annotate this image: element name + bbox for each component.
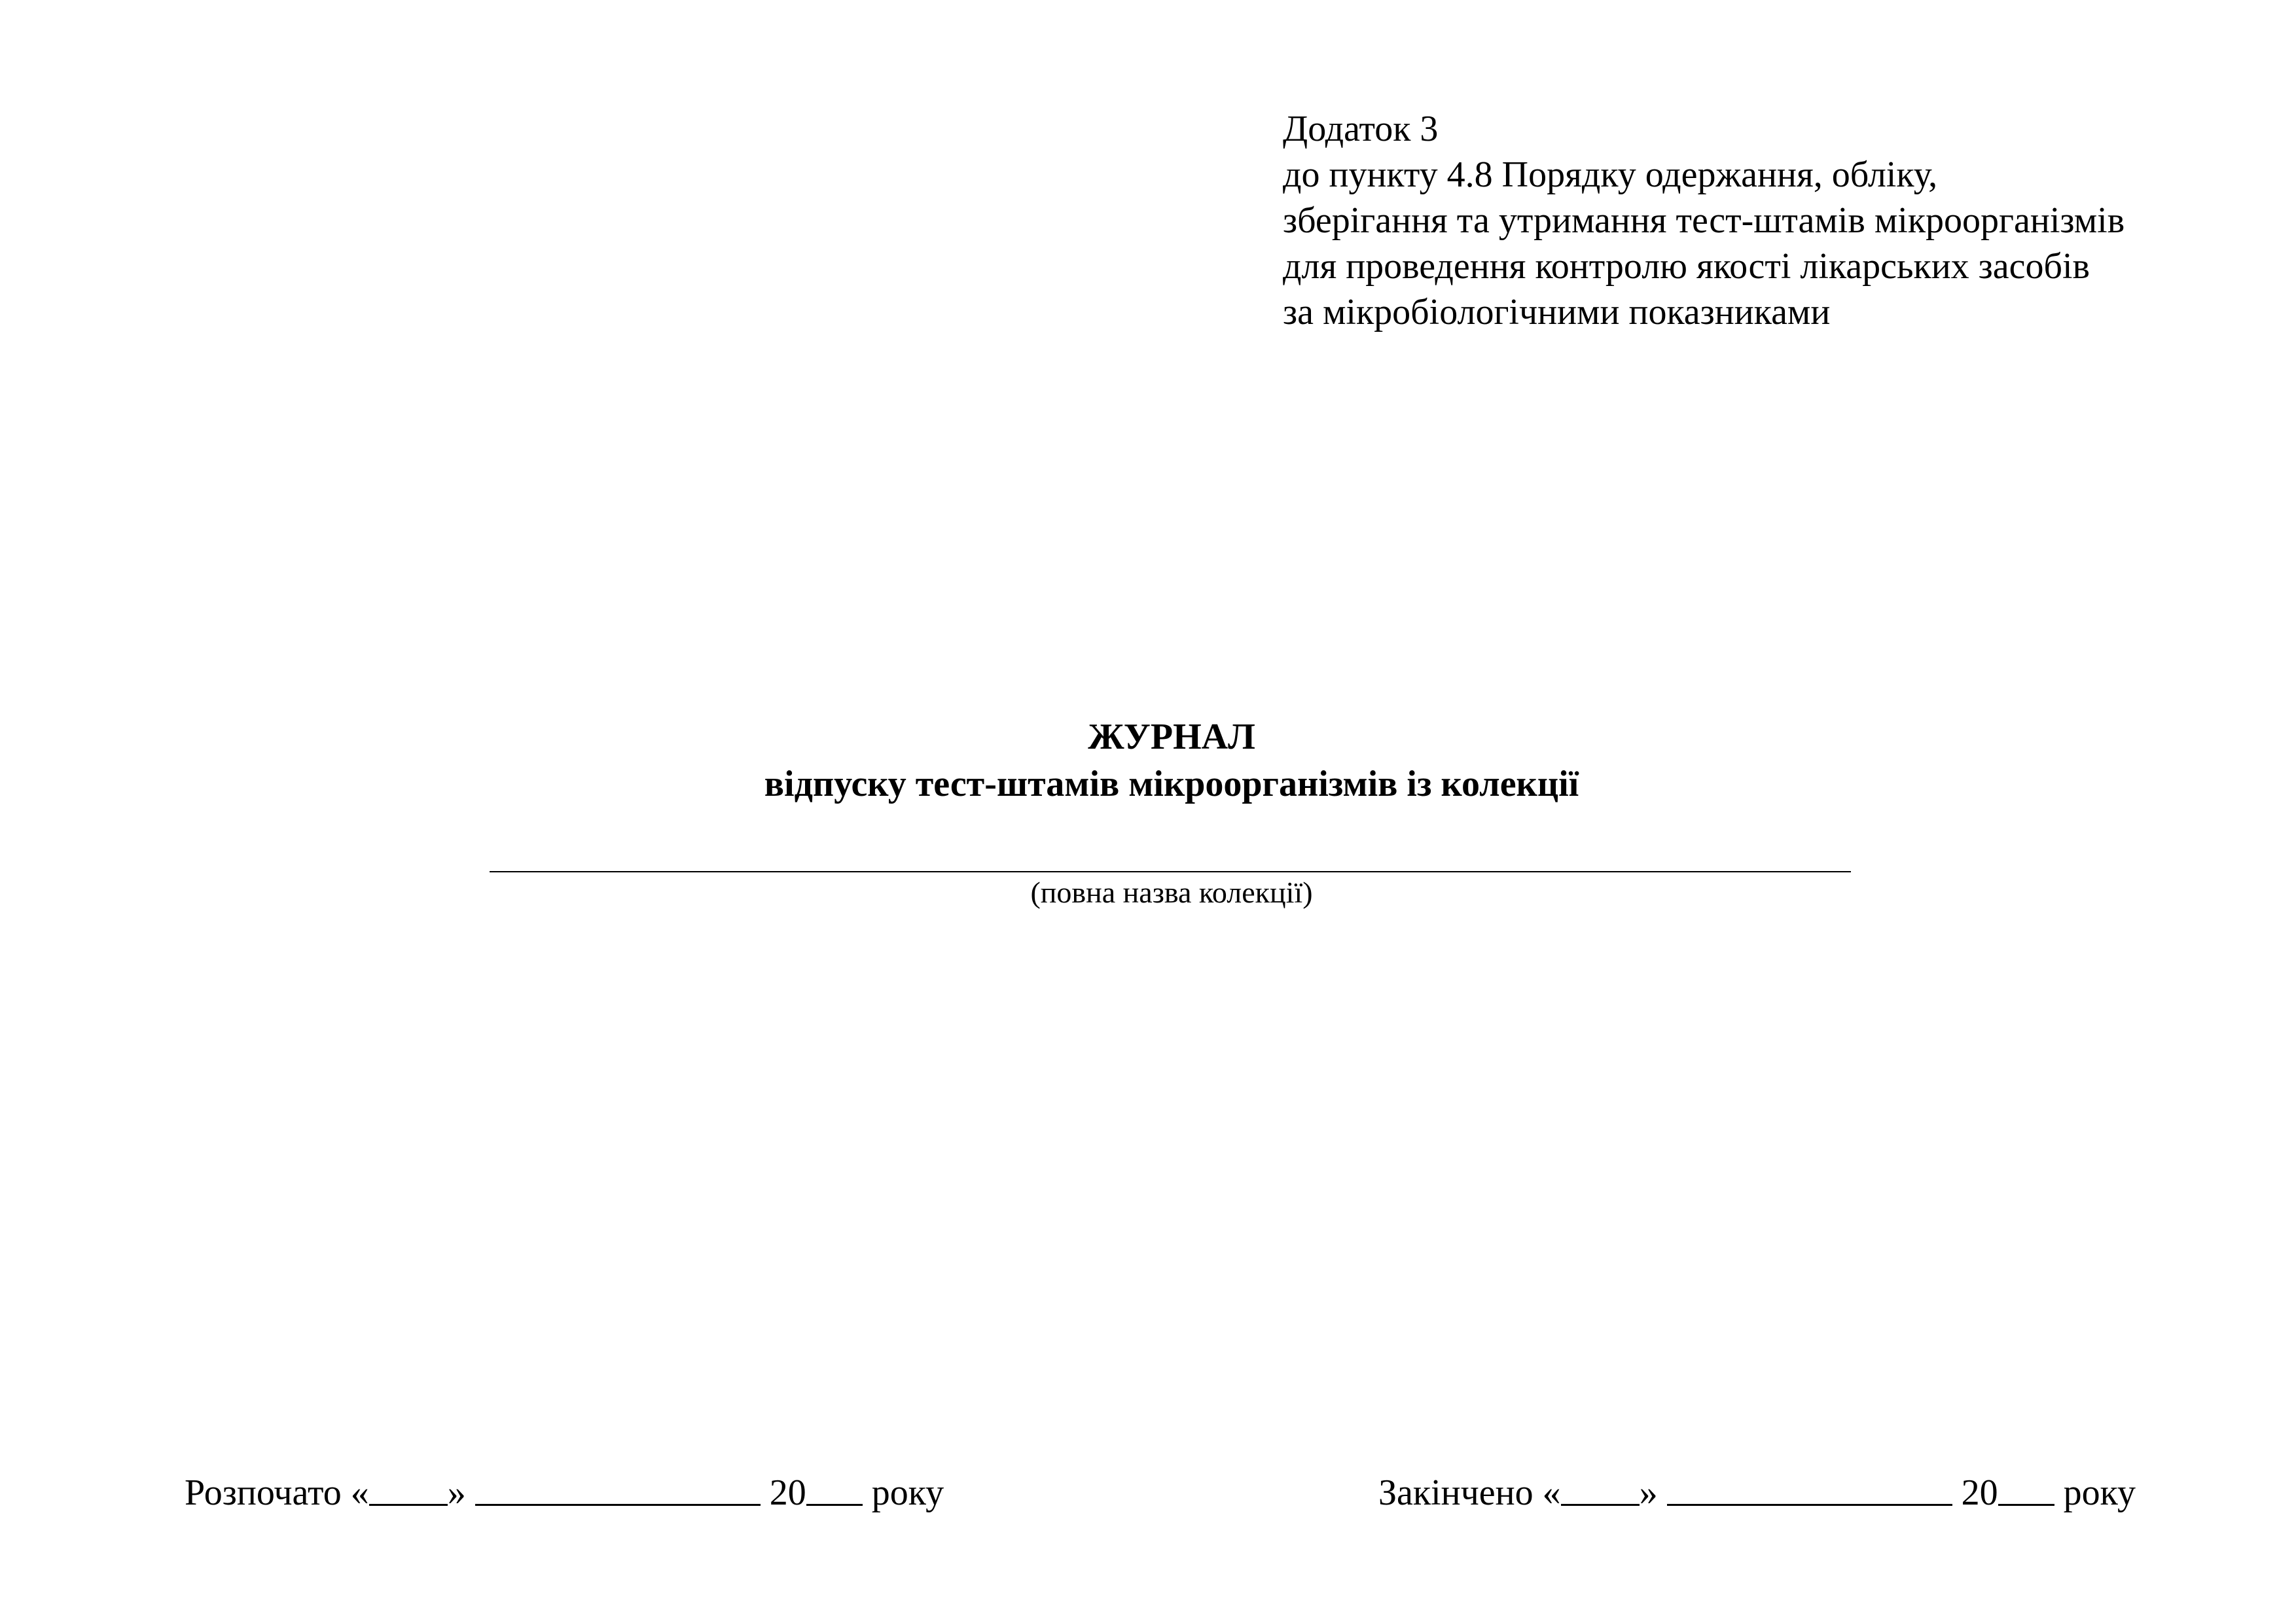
collection-name-caption: (повна назва колекції): [1030, 876, 1313, 909]
start-year-prefix: 20: [769, 1472, 806, 1513]
end-year-field[interactable]: [1998, 1467, 2054, 1506]
start-month-field[interactable]: [475, 1467, 761, 1506]
appendix-line-5: за мікробіологічними показниками: [1283, 292, 1831, 332]
journal-heading: ЖУРНАЛ: [1088, 717, 1255, 757]
appendix-number: Додаток 3: [1283, 109, 1439, 149]
start-year-suffix: року: [871, 1472, 944, 1513]
end-date-line: [1378, 1466, 2136, 1516]
appendix-line-3: зберігання та утримання тест-штамів мікроорганізмів: [1283, 200, 2125, 241]
end-quote-close: »: [1639, 1472, 1658, 1513]
end-year-suffix: року: [2063, 1472, 2136, 1513]
start-date-line: [185, 1466, 944, 1516]
start-year-field[interactable]: [806, 1467, 863, 1506]
start-quote-close: »: [447, 1472, 466, 1513]
appendix-line-2: до пункту 4.8 Порядку одержання, обліку,: [1283, 154, 1938, 195]
end-month-field[interactable]: [1667, 1467, 1952, 1506]
start-label: Розпочато «: [185, 1472, 369, 1513]
end-label: Закінчено «: [1378, 1472, 1561, 1513]
start-day-field[interactable]: [369, 1467, 448, 1506]
end-year-prefix: 20: [1961, 1472, 1998, 1513]
appendix-reference: [1283, 106, 2232, 335]
journal-title-block: [0, 713, 2296, 808]
end-day-field[interactable]: [1561, 1467, 1640, 1506]
collection-name-field[interactable]: [490, 871, 1851, 872]
journal-subheading: відпуску тест-штамів мікроорганізмів із колекції: [764, 764, 1579, 804]
appendix-line-4: для проведення контролю якості лікарських засобів: [1283, 246, 2090, 287]
